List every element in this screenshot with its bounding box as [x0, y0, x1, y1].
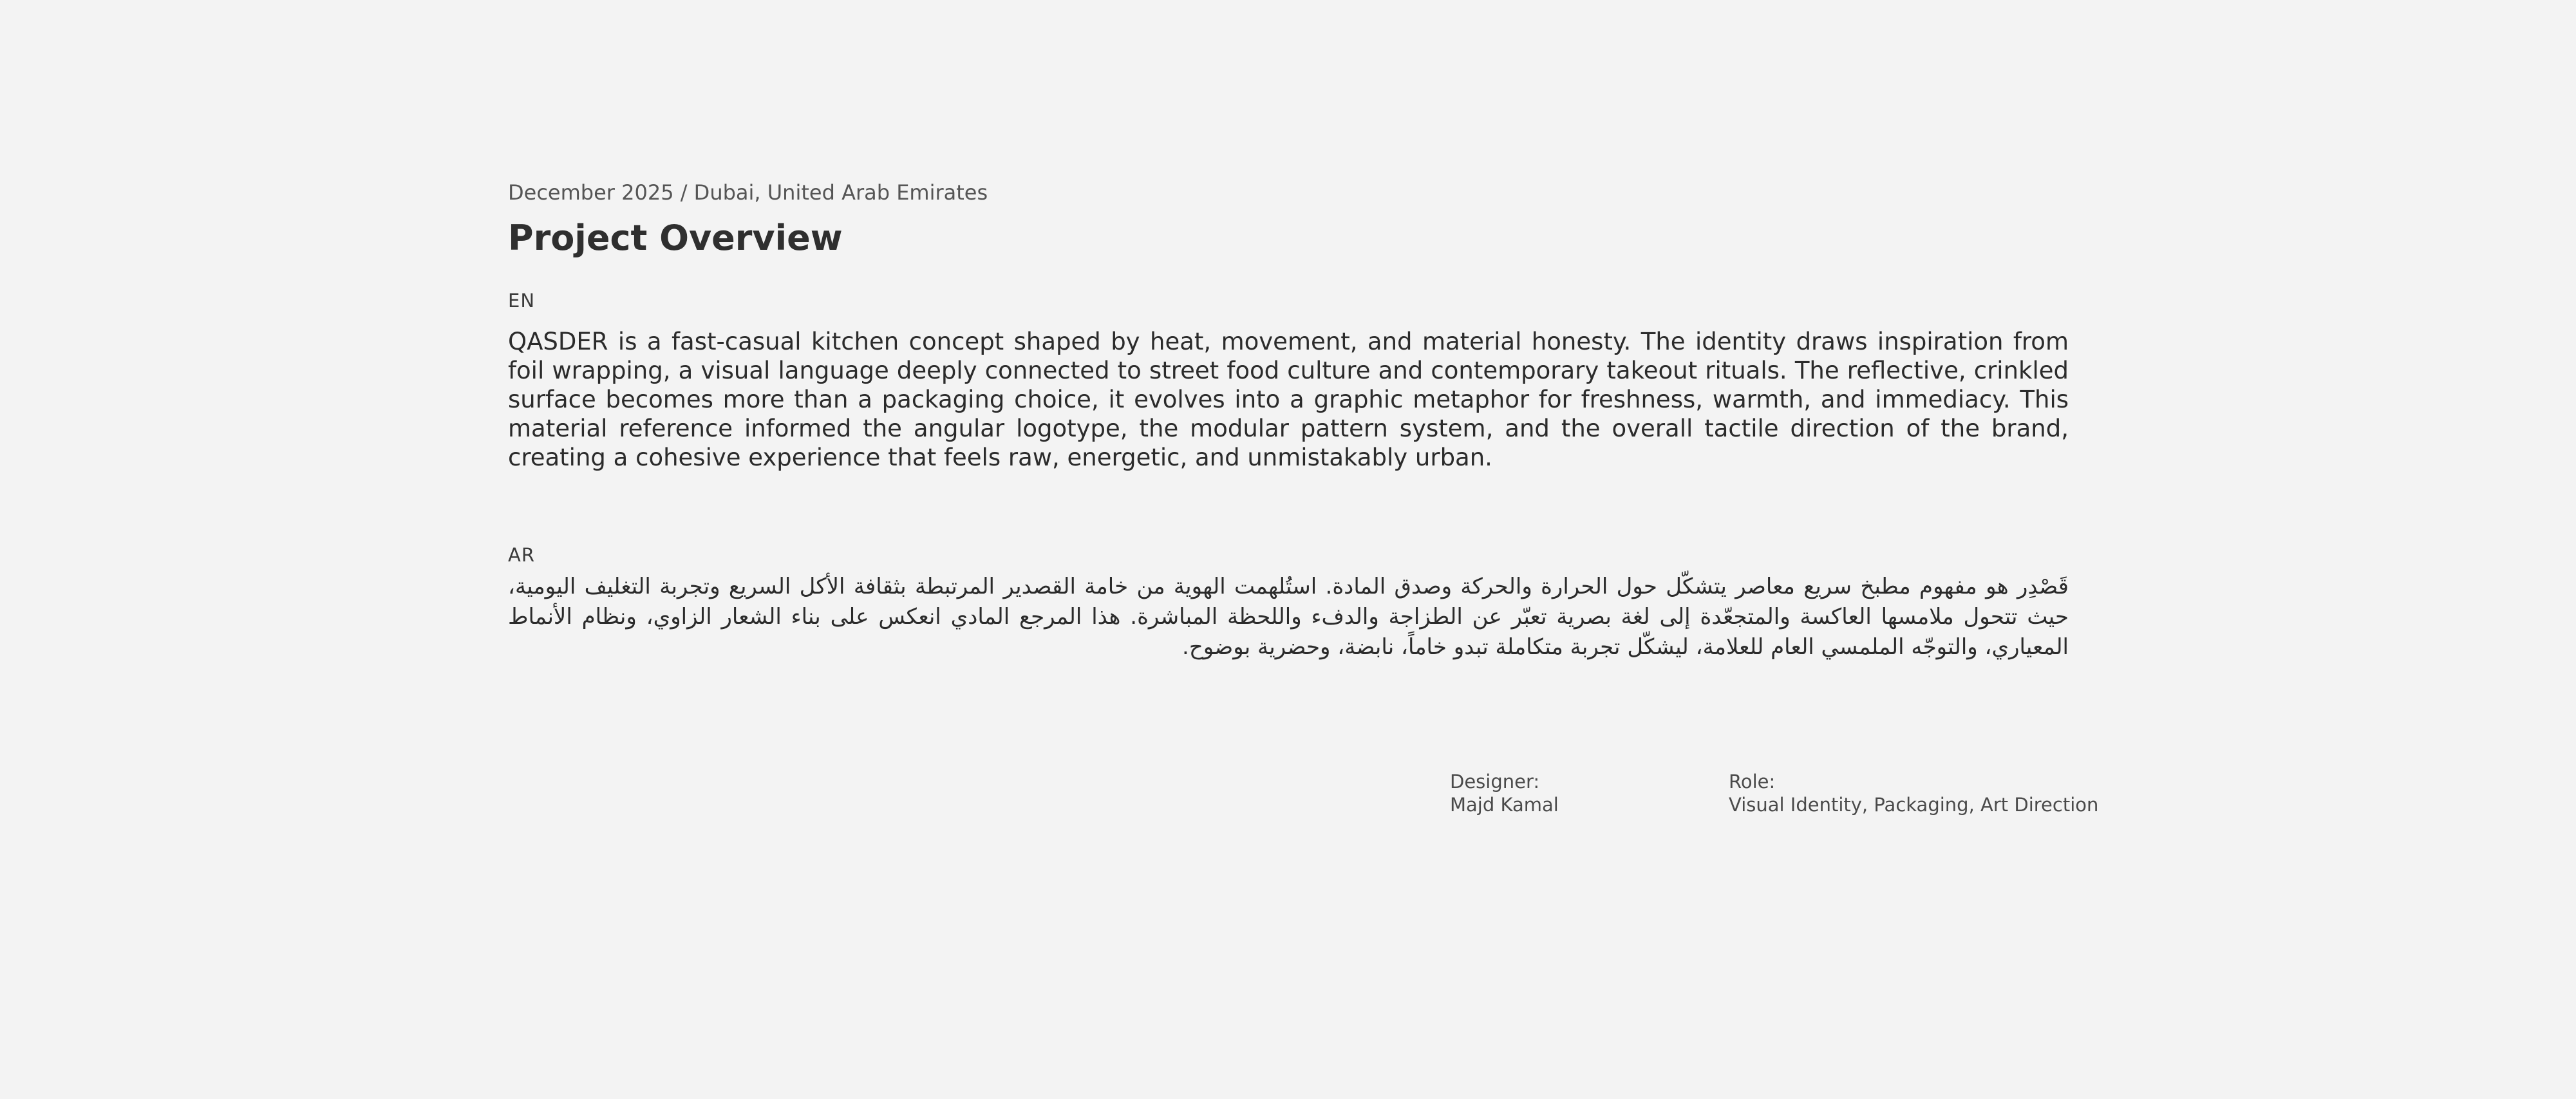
date-location: December 2025 / Dubai, United Arab Emirates [508, 180, 988, 205]
arabic-description: قَصْدِر هو مفهوم مطبخ سريع معاصر يتشكّل حول الحرارة والحركة وصدق المادة. استُلهمت الهوية من خامة القصدير المرتبطة بثقافة الأكل السريع وتجربة التغليف اليومية، حيث تتحول ملامسها العاكسة والمتجعّدة إلى لغة بصرية تعبّر عن الطزاجة والدفء واللحظة المباشرة. هذا المرجع المادي انعكس على بناء الشعار الزاوي، ونظام الأنماط المعياري، والتوجّه الملمسي العام للعلامة، ليشكّل تجربة متكاملة تبدو خاماً، نابضة، وحضرية بوضوح. [508, 574, 2069, 660]
role-label: Role: [1729, 771, 1776, 793]
arabic-language-label: AR [508, 544, 535, 566]
page-title: Project Overview [508, 218, 843, 258]
english-language-label: EN [508, 290, 536, 312]
designer-credit [1450, 770, 1559, 816]
designer-name: Majd Kamal [1450, 794, 1559, 816]
role-credit [1729, 770, 2098, 816]
project-overview-page [508, 0, 2099, 1099]
english-description: QASDER is a fast-casual kitchen concept shaped by heat, movement, and material honesty. The identity draws inspiration from foil wrapping, a visual language deeply connected to street food culture and contemporary takeout rituals. The reflective, crinkled surface becomes more than a packaging choice, it evolves into a graphic metaphor for freshness, warmth, and immediacy. This material reference informed the angular logotype, the modular pattern system, and the overall tactile direction of the brand, creating a cohesive experience that feels raw, energetic, and unmistakably urban. [508, 328, 2069, 471]
designer-label: Designer: [1450, 771, 1540, 793]
role-value: Visual Identity, Packaging, Art Direction [1729, 794, 2099, 816]
